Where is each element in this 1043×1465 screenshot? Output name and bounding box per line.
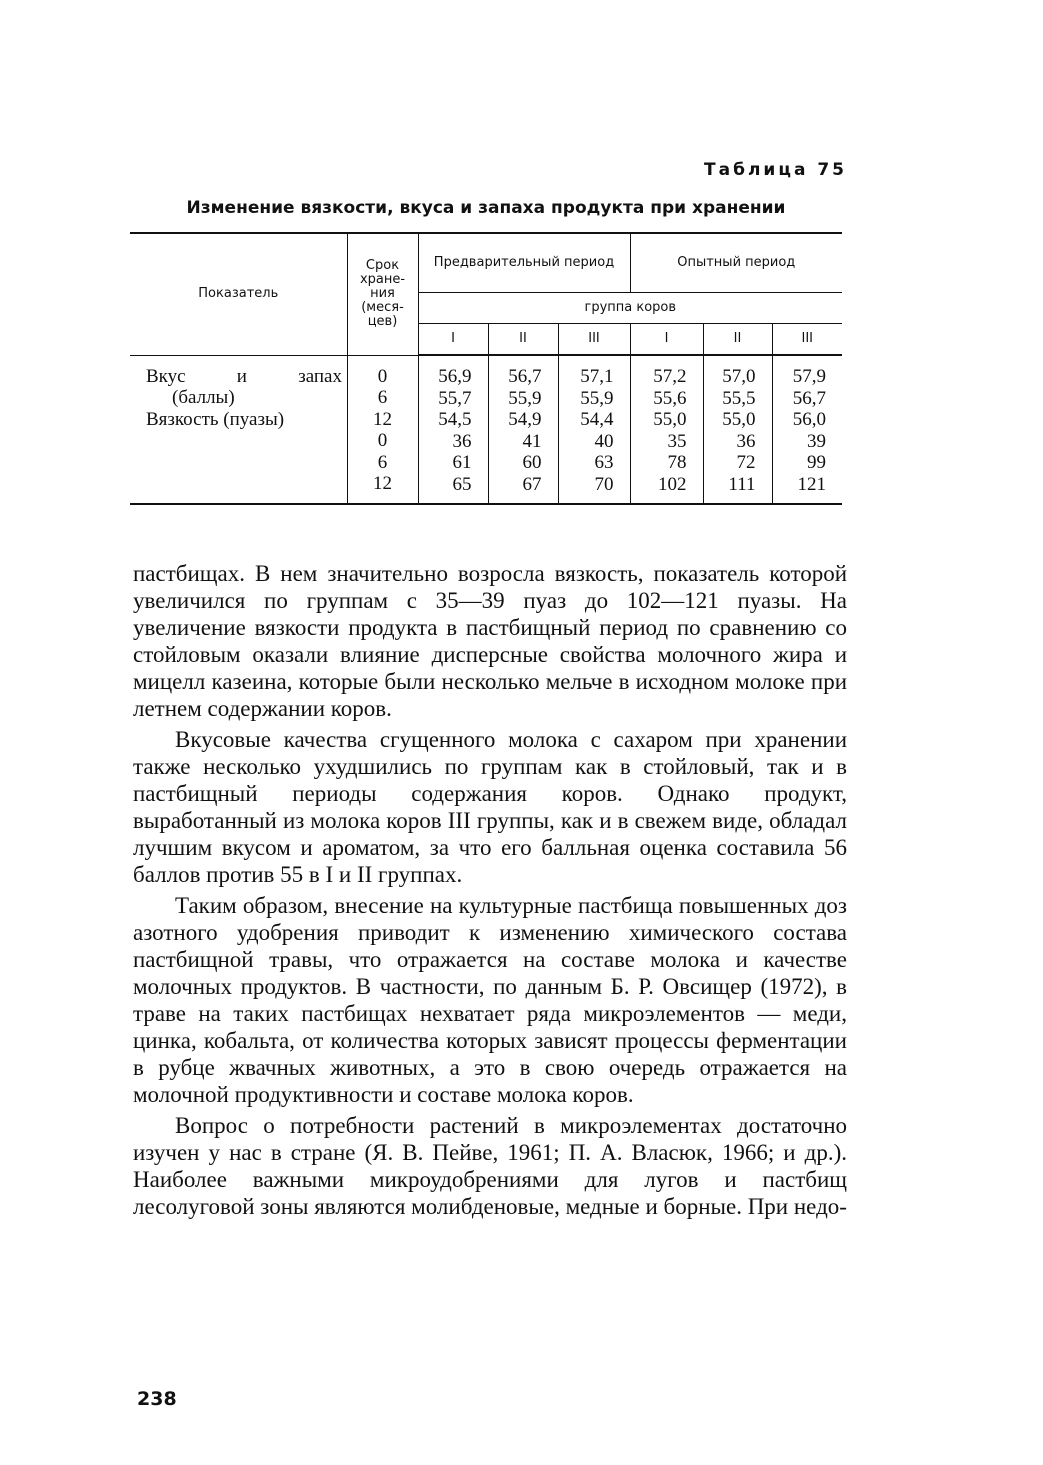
table-row — [130, 355, 842, 504]
header-exp-period: Опытный период — [630, 233, 842, 293]
paragraph-1: пастбищах. В нем значительно возросла вязкость, показатель которой увеличился по группам с 35—39 пуаз до 102—121 пуазы. На увеличение вязкости продукта в пастбищный период по сравнению со стойловым оказали влияние дисперсные свойства молочного жира и мицелл казеина, которые были несколько мельче в исходном молоке при летнем содержании коров. — [133, 561, 847, 721]
header-group-exp-1: I — [630, 324, 703, 356]
values-exp-group-3: 57,9 56,7 56,0 39 99 121 — [772, 355, 842, 504]
header-cow-group: группа коров — [418, 293, 842, 324]
header-group-prelim-1: I — [418, 324, 488, 356]
body-text — [133, 560, 847, 1220]
values-prelim-group-3: 57,1 55,9 54,4 40 63 70 — [558, 355, 630, 504]
storage-values-cell: 0 6 12 0 6 12 — [347, 355, 418, 504]
header-indicator: Показатель — [130, 233, 347, 355]
header-group-prelim-3: III — [558, 324, 630, 356]
values-exp-group-1: 57,2 55,6 55,0 35 78 102 — [630, 355, 703, 504]
values-prelim-group-1: 56,9 55,7 54,5 36 61 65 — [418, 355, 488, 504]
values-exp-group-2: 57,0 55,5 55,0 36 72 111 — [703, 355, 772, 504]
paragraph-2: Вкусовые качества сгущенного молока с сахаром при хранении также несколько ухудшились по группам как в стойловый, так и в пастбищный периоды содержания коров. Однако продукт, выработанный из молока коров III группы, как и в свежем виде, обладал лучшим вкусом и ароматом, за что его балльная оценка составила 56 баллов против 55 в I и II группах. — [133, 727, 847, 887]
page-number: 238 — [137, 1388, 177, 1410]
header-storage-term: Срок хране- ния (меся- цев) — [347, 233, 418, 355]
header-group-exp-3: III — [772, 324, 842, 356]
header-group-exp-2: II — [703, 324, 772, 356]
header-group-prelim-2: II — [488, 324, 558, 356]
values-prelim-group-2: 56,7 55,9 54,9 41 60 67 — [488, 355, 558, 504]
row-label-taste-smell: Вкус и запах — [146, 365, 342, 387]
header-prelim-period: Предварительный период — [418, 233, 630, 293]
table-label: Таблица 75 — [704, 160, 847, 180]
table-title: Изменение вязкости, вкуса и запаха продукта при хранении — [186, 198, 786, 218]
paragraph-4: Вопрос о потребности растений в микроэлементах достаточно изучен у нас в стране (Я. В. Пейве, 1961; П. А. Власюк, 1966; и др.). Наиболее важными микроудобрениями для лугов и пастбищ лесолуговой зоны являются молибденовые, медные и борные. При недо- — [133, 1113, 847, 1219]
data-table — [130, 232, 842, 505]
row-label-viscosity: Вязкость (пуазы) — [146, 408, 285, 430]
row-labels-cell — [130, 355, 347, 504]
row-label-taste-unit: (баллы) — [172, 387, 235, 408]
data-table-container — [130, 232, 842, 505]
paragraph-3: Таким образом, внесение на культурные пастбища повышенных доз азотного удобрения приводит к изменению химического состава пастбищной травы, что отражается на составе молока и качестве молочных продуктов. В частности, по данным Б. Р. Овсищер (1972), в траве на таких пастбищах нехватает ряда микроэлементов — меди, цинка, кобальта, от количества которых зависят процессы ферментации в рубце жвачных животных, а это в свою очередь отражается на молочной продуктивности и составе молока коров. — [133, 893, 847, 1107]
